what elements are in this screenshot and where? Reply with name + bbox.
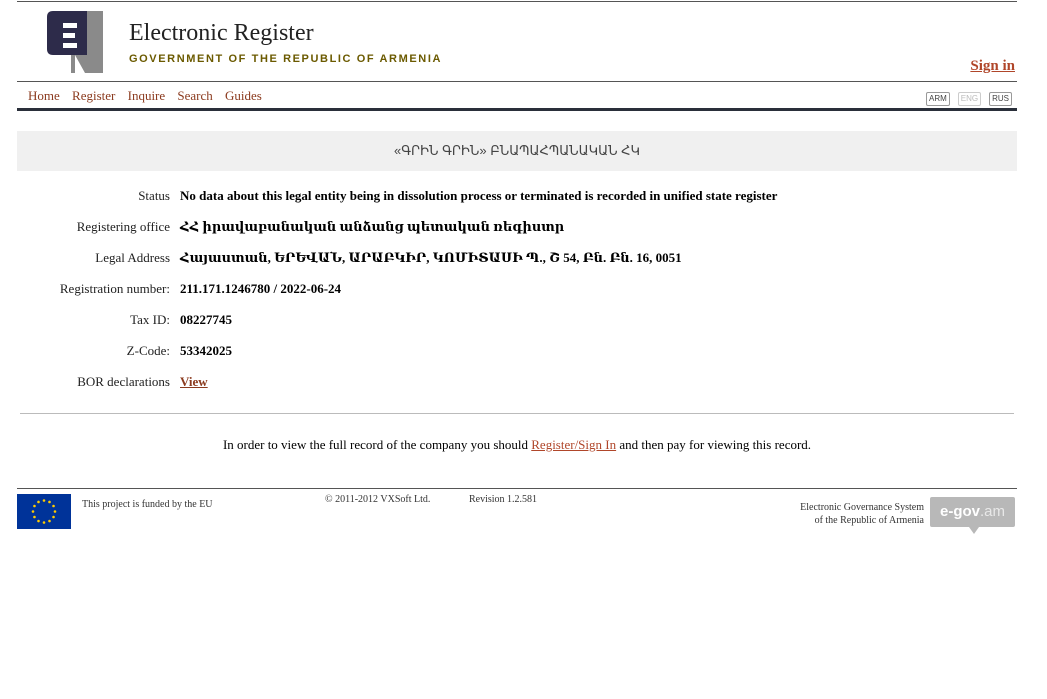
lang-eng-button[interactable]: ENG	[958, 92, 981, 106]
detail-label: BOR declarations	[77, 374, 170, 389]
detail-value: ՀՀ իրավաբանական անձանց պետական ռեգիստր	[180, 219, 565, 234]
egov-logo-suffix: .am	[980, 503, 1006, 520]
detail-label: Z-Code:	[126, 343, 170, 358]
eu-funding-text: This project is funded by the EU	[82, 499, 213, 510]
main-nav	[28, 88, 271, 104]
detail-label: Status	[138, 188, 170, 203]
detail-row-legal-address	[17, 250, 1017, 281]
site-subtitle: GOVERNMENT OF THE REPUBLIC OF ARMENIA	[129, 53, 443, 65]
footer-divider	[17, 488, 1017, 489]
nav-inquire[interactable]: Inquire	[127, 88, 166, 103]
top-divider	[17, 1, 1017, 2]
company-details	[17, 188, 1017, 405]
detail-row-registering-office	[17, 219, 1017, 250]
detail-value: 53342025	[180, 343, 232, 358]
note-text-before: In order to view the full record of the company you should	[222, 437, 532, 452]
detail-label: Legal Address	[95, 250, 170, 265]
bor-view-link[interactable]: View	[180, 374, 208, 389]
nav-guides[interactable]: Guides	[225, 88, 262, 103]
detail-row-status	[17, 188, 1017, 219]
detail-value: 211.171.1246780 / 2022-06-24	[180, 281, 342, 296]
site-title: Electronic Register	[129, 20, 314, 46]
detail-label: Tax ID:	[130, 312, 170, 327]
sign-in-link[interactable]: Sign in	[970, 58, 1015, 74]
egov-logo-main: e-gov	[939, 503, 980, 520]
detail-value: No data about this legal entity being in dissolution process or terminated is recorded in unified state register	[180, 188, 778, 203]
detail-row-registration-number	[17, 281, 1017, 312]
egov-system-text	[800, 501, 924, 527]
revision-text: Revision 1.2.581	[469, 494, 538, 505]
language-switcher	[922, 88, 1012, 106]
detail-label: Registration number:	[59, 281, 170, 296]
egov-system-line1: Electronic Governance System	[800, 502, 924, 513]
detail-value: 08227745	[180, 312, 232, 327]
nav-search[interactable]: Search	[177, 88, 213, 103]
register-sign-in-link[interactable]: Register/Sign In	[531, 437, 617, 452]
egov-logo-link[interactable]	[930, 497, 1015, 527]
nav-register[interactable]: Register	[72, 88, 116, 103]
detail-row-tax-id	[17, 312, 1017, 343]
copyright-text: © 2011-2012 VXSoft Ltd.	[325, 494, 431, 505]
content-divider	[20, 413, 1014, 414]
detail-label: Registering office	[76, 219, 170, 234]
company-name-banner: «ԳՐԻՆ ԳՐԻՆ» ԲՆԱՊԱՀՊԱՆԱԿԱՆ ՀԿ	[17, 131, 1017, 171]
egov-logo-tip	[969, 527, 979, 534]
detail-value: Հայաստան, ԵՐԵՎԱՆ, ԱՐԱԲԿԻՐ, ԿՈՄԻՏԱՍԻ Պ., Շ 54, Բն. Բն. 16, 0051	[180, 250, 682, 265]
lang-rus-button[interactable]: RUS	[989, 92, 1012, 106]
note-text-after: and then pay for viewing this record.	[616, 437, 812, 452]
detail-row-bor-declarations	[17, 374, 1017, 405]
nav-home[interactable]: Home	[28, 88, 60, 103]
er-logo-icon	[47, 11, 103, 73]
header-bar	[17, 108, 1017, 111]
nav-divider	[17, 81, 1017, 82]
access-note	[17, 437, 1017, 453]
lang-arm-button[interactable]: ARM	[926, 92, 950, 106]
detail-row-z-code	[17, 343, 1017, 374]
egov-system-line2: of the Republic of Armenia	[814, 515, 924, 526]
eu-flag-icon	[17, 494, 71, 529]
